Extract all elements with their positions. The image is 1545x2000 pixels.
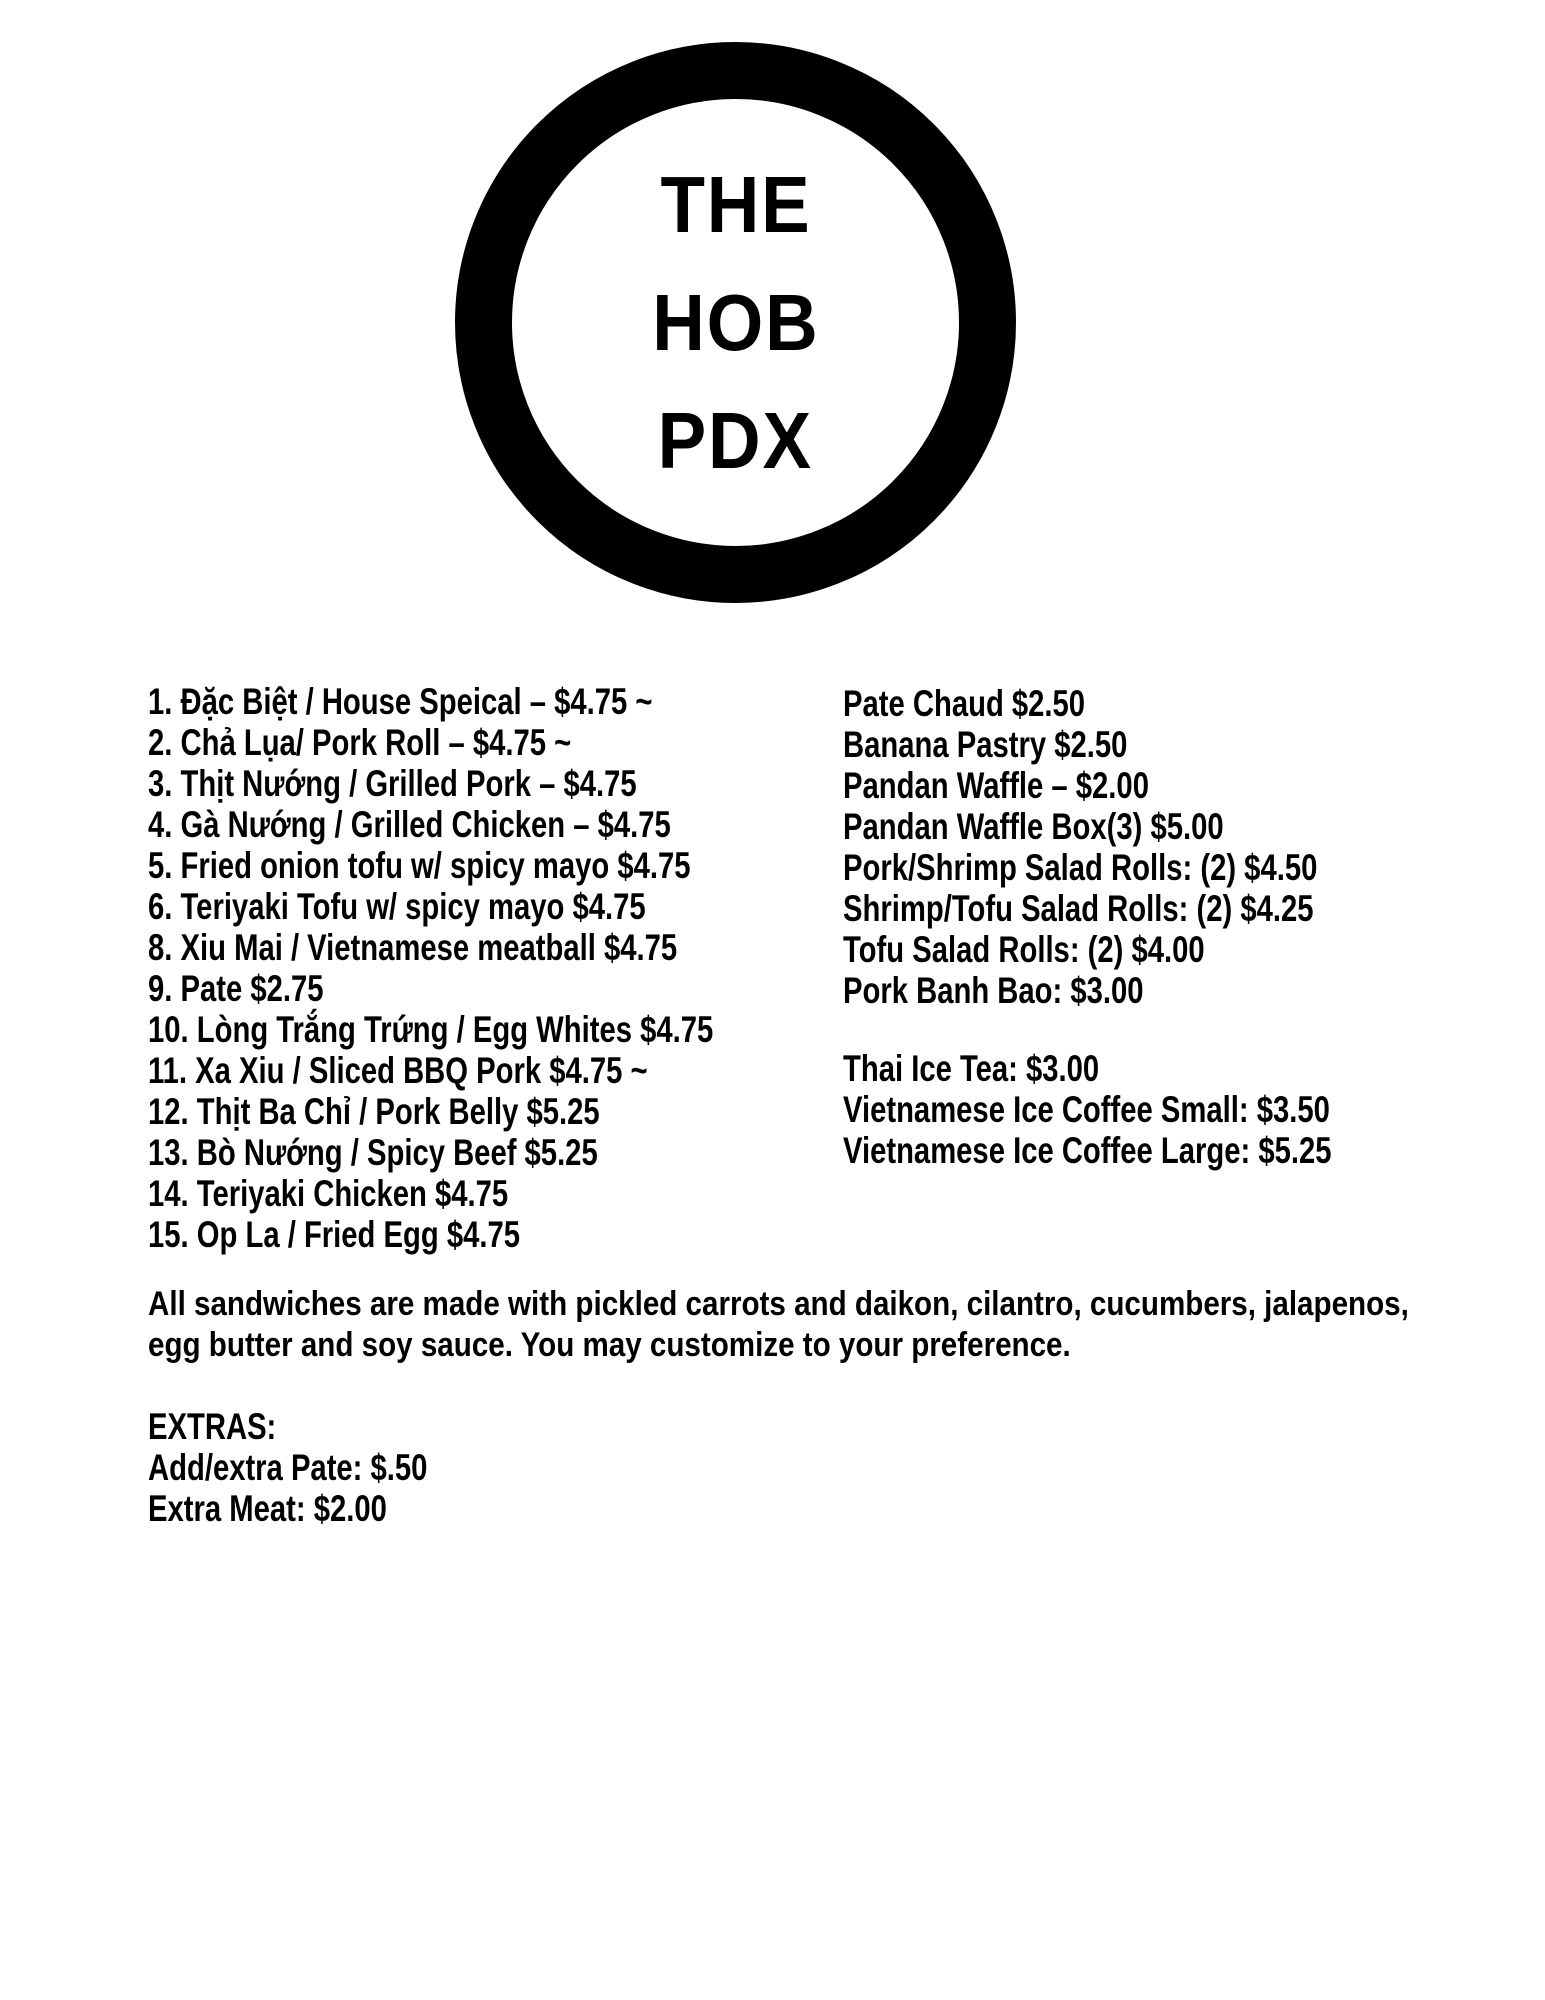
- menu-right-column: [843, 683, 1461, 1171]
- menu-item: Vietnamese Ice Coffee Large: $5.25: [843, 1130, 1332, 1171]
- menu-item: Banana Pastry $2.50: [843, 724, 1128, 765]
- note-line: All sandwiches are made with pickled carrots and daikon, cilantro, cucumbers, jalapenos,: [148, 1285, 1409, 1323]
- menu-item: 14. Teriyaki Chicken $4.75: [148, 1173, 509, 1214]
- menu-item: 1. Đặc Biệt / House Speical – $4.75 ~: [148, 681, 653, 722]
- menu-item: Pandan Waffle – $2.00: [843, 765, 1149, 806]
- extras-item: Extra Meat: $2.00: [148, 1488, 387, 1529]
- note-line: egg butter and soy sauce. You may customize to your preference.: [148, 1326, 1071, 1364]
- logo-circle: [455, 42, 1016, 603]
- menu-item: 4. Gà Nướng / Grilled Chicken – $4.75: [148, 804, 671, 845]
- menu-item: 9. Pate $2.75: [148, 968, 324, 1009]
- menu-item: 12. Thịt Ba Chỉ / Pork Belly $5.25: [148, 1091, 600, 1132]
- menu-item: Tofu Salad Rolls: (2) $4.00: [843, 929, 1205, 970]
- menu-item: 11. Xa Xiu / Sliced BBQ Pork $4.75 ~: [148, 1050, 648, 1091]
- extras-item: Add/extra Pate: $.50: [148, 1447, 428, 1488]
- menu-item: Pate Chaud $2.50: [843, 683, 1086, 724]
- menu-item: Pork/Shrimp Salad Rolls: (2) $4.50: [843, 847, 1318, 888]
- sandwich-note: [148, 1284, 1545, 1366]
- menu-item: Pandan Waffle Box(3) $5.00: [843, 806, 1224, 847]
- extras-section: [148, 1406, 502, 1529]
- menu-item: 15. Op La / Fried Egg $4.75: [148, 1214, 521, 1255]
- menu-item: Pork Banh Bao: $3.00: [843, 970, 1144, 1011]
- extras-heading: EXTRAS:: [148, 1406, 277, 1447]
- menu-item: 3. Thịt Nướng / Grilled Pork – $4.75: [148, 763, 637, 804]
- logo-text-line: THE: [659, 159, 812, 249]
- logo-text-line: HOB: [651, 277, 820, 367]
- menu-item: Shrimp/Tofu Salad Rolls: (2) $4.25: [843, 888, 1314, 929]
- menu-left-column: [148, 681, 864, 1255]
- menu-item: Thai Ice Tea: $3.00: [843, 1048, 1100, 1089]
- menu-item: 13. Bò Nướng / Spicy Beef $5.25: [148, 1132, 598, 1173]
- menu-item: Vietnamese Ice Coffee Small: $3.50: [843, 1089, 1330, 1130]
- menu-item: 5. Fried onion tofu w/ spicy mayo $4.75: [148, 845, 691, 886]
- menu-item: 8. Xiu Mai / Vietnamese meatball $4.75: [148, 927, 678, 968]
- logo-text-line: PDX: [657, 395, 814, 485]
- menu-item: 6. Teriyaki Tofu w/ spicy mayo $4.75: [148, 886, 646, 927]
- menu-item: 10. Lòng Trắng Trứng / Egg Whites $4.75: [148, 1009, 714, 1050]
- menu-item: 2. Chả Lụa/ Pork Roll – $4.75 ~: [148, 722, 572, 763]
- drinks-group: [843, 1048, 1461, 1171]
